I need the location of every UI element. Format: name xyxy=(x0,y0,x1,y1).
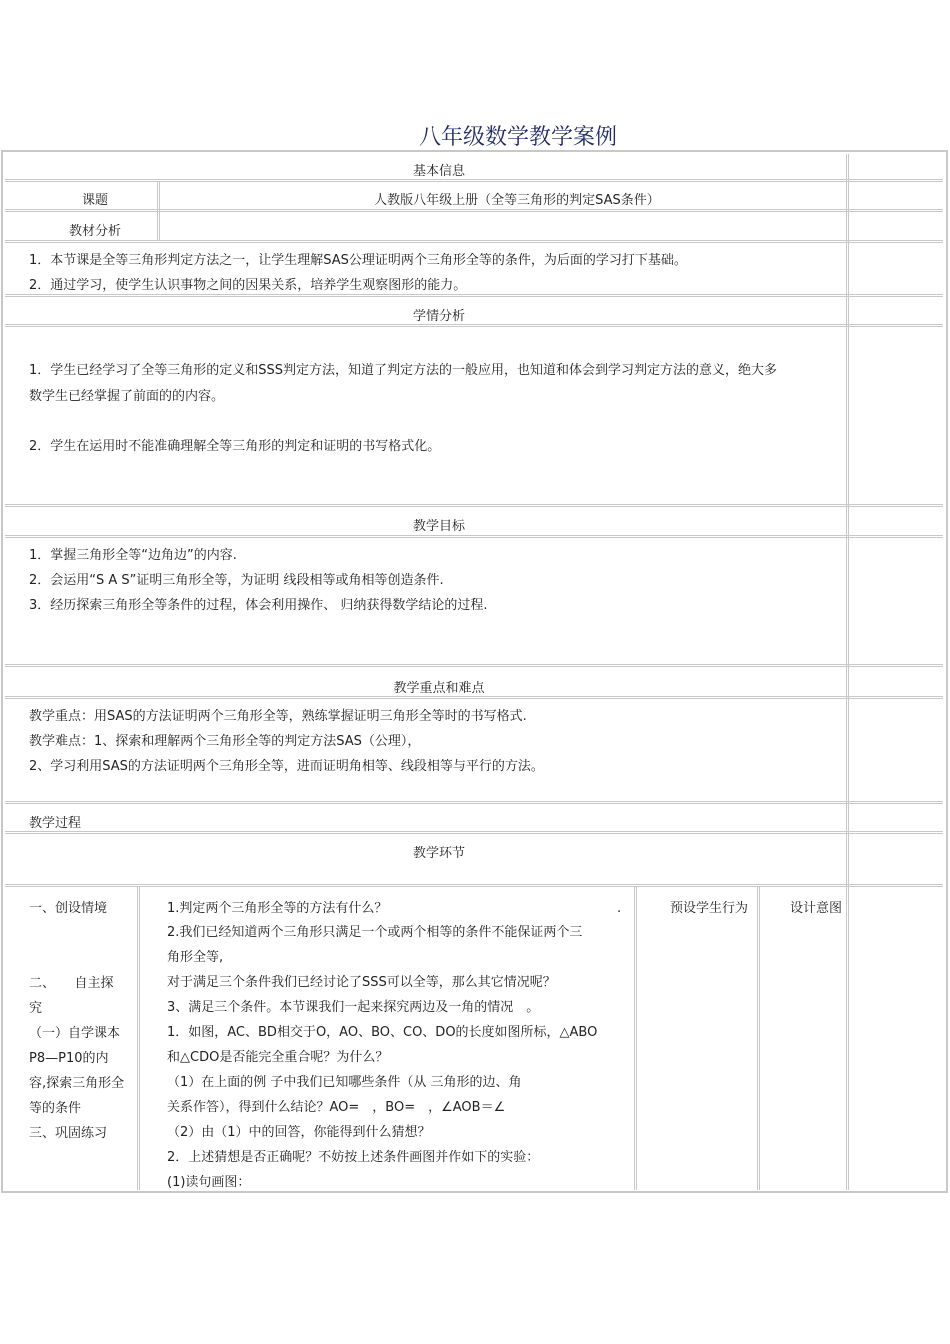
key-point-line: 2、学习利用SAS的方法证明两个三角形全等，进而证明角相等、线段相等与平行的方法。 xyxy=(29,759,544,774)
key-point-line: 教学重点：用SAS的方法证明两个三角形全等，熟练掌握证明三角形全等时的书写格式. xyxy=(29,709,527,724)
objective-line: 2．会运用“S A S”证明三角形全等，为证明 线段相等或角相等创造条件. xyxy=(29,573,444,588)
row-divider xyxy=(5,664,943,667)
stage-label: 容,探索三角形全 xyxy=(29,1076,125,1091)
stage-label: （一）自学课本 xyxy=(29,1026,121,1041)
process-content-line: (1)读句画图： xyxy=(167,1175,251,1190)
column-divider xyxy=(137,887,140,1190)
student-analysis-header: 学情分析 xyxy=(412,309,465,324)
material-analysis-line: 2．通过学习，使学生认识事物之间的因果关系，培养学生观察图形的能力。 xyxy=(29,278,467,293)
process-content-line: 3、满足三个条件。本节课我们一起来探究两边及一角的情况 。 xyxy=(167,1000,540,1015)
process-content-line: （2）由（1）中的回答，你能得到什么猜想？ xyxy=(167,1125,431,1140)
objective-line: 3．经历探索三角形全等条件的过程，体会利用操作、 归纳获得数学结论的过程. xyxy=(29,598,488,613)
process-header: 教学过程 xyxy=(29,816,82,831)
student-analysis-line: 1．学生已经学习了全等三角形的定义和SSS判定方法，知道了判定方法的一般应用，也知道和体会到学习判定方法的意义，绝大多 xyxy=(29,363,778,378)
process-content-line: 对于满足三个条件我们已经讨论了SSS可以全等，那么其它情况呢？ xyxy=(167,975,556,990)
stage-label: 三、巩固练习 xyxy=(29,1126,108,1141)
process-content-line: 1.判定两个三角形全等的方法有什么？ xyxy=(167,901,388,916)
process-content-line: 2．上述猜想是否正确呢？不妨按上述条件画图并作如下的实验： xyxy=(167,1150,540,1165)
process-content-line: 和△CDO是否能完全重合呢？为什么？ xyxy=(167,1050,389,1065)
process-content-line: 关系作答），得到什么结论？AO= ，BO= ，∠AOB＝∠ xyxy=(167,1100,506,1115)
student-behavior-header: 预设学生行为 xyxy=(670,901,749,916)
row-divider xyxy=(5,831,943,834)
process-content-line: 1．如图，AC、BD相交于O，AO、BO、CO、DO的长度如图所标，△ABO xyxy=(167,1025,598,1040)
process-content-line: 角形全等, xyxy=(167,950,224,965)
key-point-line: 教学难点：1、探索和理解两个三角形全等的判定方法SAS（公理）， xyxy=(29,734,421,749)
key-points-header: 教学重点和难点 xyxy=(393,681,485,696)
student-analysis-line: 2．学生在运用时不能准确理解全等三角形的判定和证明的书写格式化。 xyxy=(29,439,441,454)
process-subheader: 教学环节 xyxy=(412,846,465,861)
basic-info-header: 基本信息 xyxy=(412,164,465,179)
row-divider xyxy=(5,801,943,804)
page-title: 八年级数学教学案例 xyxy=(418,125,617,150)
process-content-line: （1）在上面的例 子中我们已知哪些条件（从 三角形的边、角 xyxy=(167,1075,522,1090)
column-divider xyxy=(634,887,637,1190)
design-intent-header: 设计意图 xyxy=(790,901,843,916)
row-divider xyxy=(5,504,943,507)
student-analysis-line: 数学生已经掌握了前面的的内容。 xyxy=(29,389,225,404)
process-content-line: 2.我们已经知道两个三角形只满足一个或两个相等的条件不能保证两个三 xyxy=(167,925,583,940)
objective-line: 1．掌握三角形全等“边角边”的内容. xyxy=(29,548,237,563)
process-content-line: . xyxy=(617,901,622,916)
stage-label: P8—P10的内 xyxy=(29,1051,109,1066)
material-analysis-label: 教材分析 xyxy=(68,224,121,239)
row-divider xyxy=(5,884,943,887)
column-divider xyxy=(757,887,760,1190)
topic-label: 课题 xyxy=(81,193,108,208)
topic-value: 人教版八年级上册（全等三角形的判定SAS条件） xyxy=(374,193,660,208)
material-analysis-line: 1．本节课是全等三角形判定方法之一，让学生理解SAS公理证明两个三角形全等的条件，为后面的学习打下基础。 xyxy=(29,253,687,268)
stage-label: 一、创设情境 xyxy=(29,901,108,916)
stage-label: 二、 自主探 xyxy=(29,976,114,991)
objectives-header: 教学目标 xyxy=(412,519,465,534)
stage-label: 等的条件 xyxy=(29,1101,82,1116)
stage-label: 究 xyxy=(29,1001,43,1016)
